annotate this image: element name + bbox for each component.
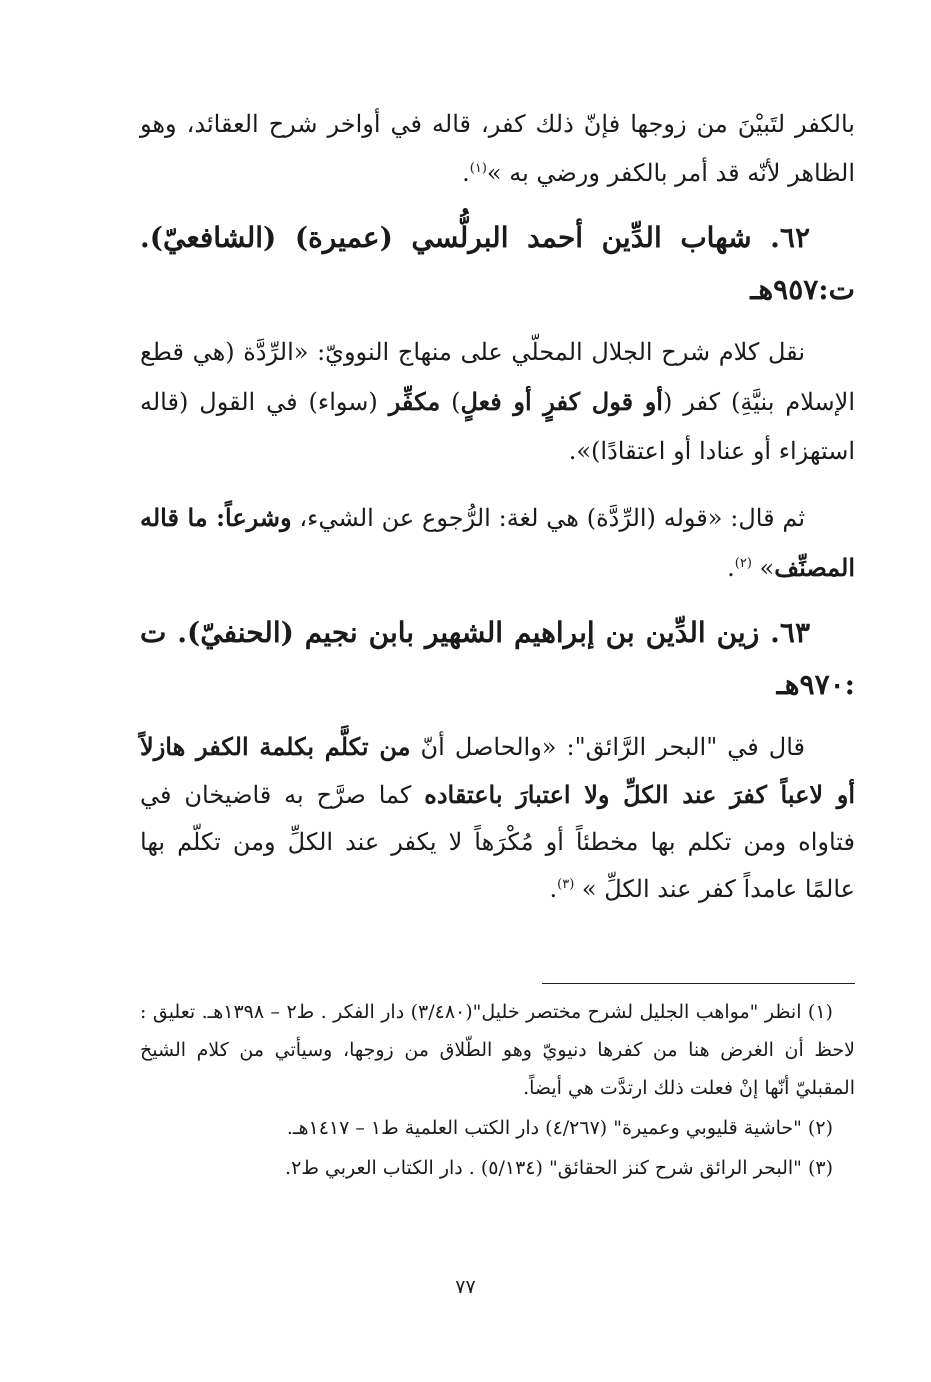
entry-62-p1-bold-2: مكفِّر: [388, 387, 441, 416]
entry-63-p1-bold-1: من تكلَّم بكلمة الكفر هازلاً أو لاعباً كفرَ عند الكلِّ ولا اعتبارَ باعتقاده: [140, 732, 856, 809]
continuation-text: بالكفر لتَبيْنَ من زوجها فإنّ ذلك كفر، قاله في أواخر شرح العقائد، وهو الظاهر لأنّه قد أمر بالكفر ورضي به »: [140, 110, 855, 187]
entry-62-p1-text-2: ): [440, 388, 461, 416]
entry-62-p2-text-1: ثم قال: «قوله (الرِّدَّة) هي لغة: الرُّجوع عن الشيء،: [291, 504, 805, 532]
entry-62-heading: ٦٢. شهاب الدِّين أحمد البرلُّسي (عميرة) (الشافعيّ). ت:٩٥٧هـ: [140, 221, 855, 306]
footnote-ref-2[interactable]: (٢): [734, 556, 752, 571]
entry-63-p1-end: .: [549, 875, 558, 903]
entry-63-p1-text-2: كما صرَّح به قاضيخان في فتاواه ومن تكلم بها مخطئاً أو مُكْرَهاً لا يكفر عند الكلِّ ومن تكلّم بها عالمًا عامداً كفر عند الكلِّ »: [140, 781, 855, 903]
entry-62-p2-bold-1: وشرعاً: ما قاله المصنِّف: [140, 503, 855, 582]
entry-63-heading: ٦٣. زين الدِّين بن إبراهيم الشهير بابن نجيم (الحنفيّ). ت :٩٧٠هـ: [140, 616, 855, 701]
footnote-separator: [542, 983, 855, 984]
entry-63-p1-text-1: قال في "البحر الرَّائق": «والحاصل أنّ: [410, 733, 805, 761]
footnote-2: (٢) "حاشية قليوبي وعميرة" (٤/٢٦٧) دار الكتب العلمية ط١ – ١٤١٧هـ.: [286, 1117, 833, 1139]
page-number: ٧٧: [455, 1276, 476, 1298]
footnote-1: (١) انظر "مواهب الجليل لشرح مختصر خليل"(٣/٤٨٠) دار الفكر . ط٢ – ١٣٩٨هـ. تعليق : لاحظ أن الغرض هنا من كفرها دنيويّ وهو الطّلاق من زوجها، وسيأتي من كلام الشيخ المقبليّ أنّها إنْ فعلت ذلك ارتدَّت هي أيضاً.: [140, 1001, 855, 1099]
entry-62-p2-text-2: »: [751, 554, 775, 582]
entry-62-p1-text-1: نقل كلام شرح الجلال المحلّي على منهاج النوويّ: «الرِّدَّة (هي قطع الإسلام بنيَّةِ) كفر (: [140, 338, 855, 416]
entry-62-p2-end: .: [727, 554, 735, 582]
entry-63-paragraph-1: [140, 723, 855, 913]
entry-62-p1-bold-1: أو قول كفرٍ أو فعلٍ: [460, 387, 663, 416]
entry-62-paragraph-1: [140, 328, 855, 476]
footnote-3: (٣) "البحر الرائق شرح كنز الحقائق" (٥/١٣٤) . دار الكتاب العربي ط٢.: [285, 1157, 833, 1179]
footnote-ref-1[interactable]: (١): [469, 161, 487, 176]
continuation-end: .: [462, 159, 470, 187]
footnotes-section: [140, 993, 855, 1189]
footnote-ref-3[interactable]: (٣): [557, 877, 575, 892]
entry-62-p1-text-3: (سواء) في القول (قاله استهزاء أو عنادا أو اعتقادًا)».: [140, 388, 855, 465]
continuation-paragraph: [140, 100, 855, 198]
entry-62-paragraph-2: [140, 493, 855, 593]
